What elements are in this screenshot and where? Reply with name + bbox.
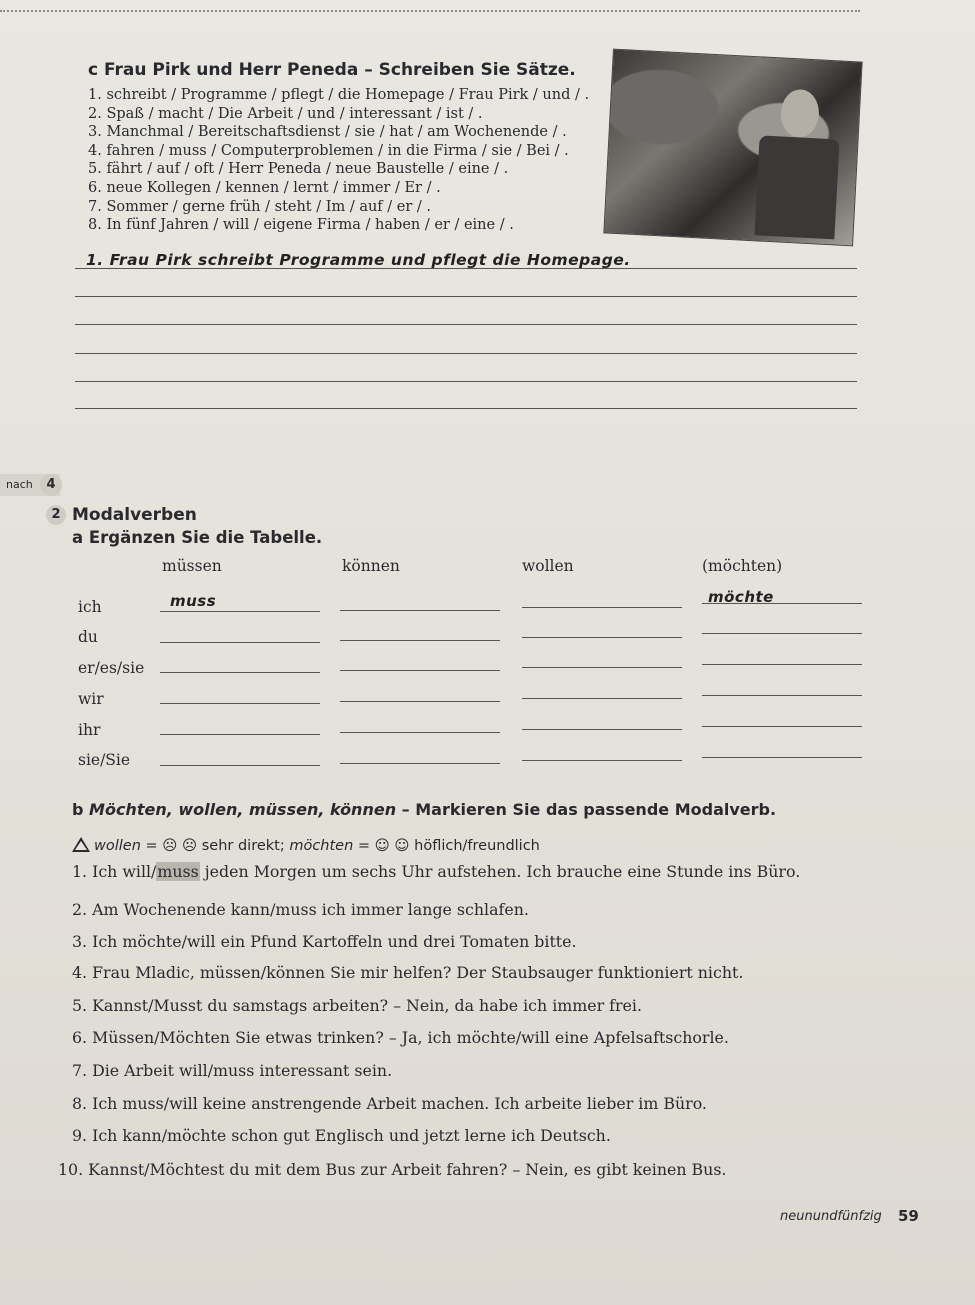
answer-line[interactable] (75, 381, 857, 382)
list-item[interactable]: 2. Am Wochenende kann/muss ich immer lange schlafen. (72, 900, 529, 919)
blank-field[interactable] (702, 757, 862, 758)
pronoun-du: du (78, 628, 98, 646)
blank-field[interactable] (702, 695, 862, 696)
answer-line[interactable] (75, 353, 857, 354)
page-number: 59 (898, 1207, 919, 1225)
list-item: 5. fährt / auf / oft / Herr Peneda / neue Baustelle / eine / . (88, 161, 509, 178)
pronoun-sie-Sie: sie/Sie (78, 751, 131, 769)
list-item: 2. Spaß / macht / Die Arbeit / und / interessant / ist / . (88, 105, 483, 122)
blank-field[interactable] (340, 701, 500, 702)
nach-number: 4 (40, 474, 62, 496)
pronoun-wir: wir (78, 690, 104, 708)
list-item[interactable]: 7. Die Arbeit will/muss interessant sein. (72, 1061, 393, 1080)
list-item[interactable]: 1. Ich will/muss jeden Morgen um sechs Uhr aufstehen. Ich brauche eine Stunde ins Büro. (72, 862, 801, 881)
list-item[interactable]: 5. Kannst/Musst du samstags arbeiten? – Nein, da habe ich immer frei. (72, 996, 642, 1015)
list-item[interactable]: 6. Müssen/Möchten Sie etwas trinken? – Ja, ich möchte/will eine Apfelsaftschorle. (72, 1028, 729, 1047)
answer-line[interactable] (75, 296, 857, 297)
blank-field[interactable] (702, 664, 862, 665)
list-item[interactable]: 4. Frau Mladic, müssen/können Sie mir helfen? Der Staubsauger funktioniert nicht. (72, 963, 744, 982)
answer-line[interactable] (75, 268, 857, 269)
exercise-title: Modalverben (72, 505, 197, 525)
pronoun-ich: ich (78, 598, 102, 616)
blank-field[interactable] (340, 640, 500, 641)
blank-field[interactable] (522, 698, 682, 699)
blank-field[interactable] (702, 726, 862, 727)
pronoun-er-es-sie: er/es/sie (78, 659, 145, 677)
list-item[interactable]: 8. Ich muss/will keine anstrengende Arbeit machen. Ich arbeite lieber im Büro. (72, 1094, 707, 1113)
blank-field[interactable] (160, 703, 320, 704)
workers-photo (603, 49, 862, 247)
blank-field[interactable] (340, 732, 500, 733)
filled-moechte: möchte (708, 588, 774, 606)
blank-field[interactable] (160, 611, 320, 612)
filled-muss: muss (170, 592, 217, 610)
photo-apron (754, 135, 839, 239)
blank-field[interactable] (160, 734, 320, 735)
photo-face (780, 88, 820, 138)
blank-field[interactable] (160, 765, 320, 766)
answer-line[interactable] (75, 408, 857, 409)
section-c-title: c Frau Pirk und Herr Peneda – Schreiben Sie Sätze. (88, 60, 576, 80)
blank-field[interactable] (522, 637, 682, 638)
warning-note: wollen = ☹ ☹ sehr direkt; möchten = ☺ ☺ höflich/freundlich (72, 835, 540, 854)
list-item[interactable]: 10. Kannst/Möchtest du mit dem Bus zur Arbeit fahren? – Nein, es gibt keinen Bus. (58, 1160, 727, 1179)
column-header-koennen: können (342, 557, 400, 575)
highlighted-choice: muss (157, 862, 199, 881)
blank-field[interactable] (160, 672, 320, 673)
blank-field[interactable] (522, 760, 682, 761)
blank-field[interactable] (702, 603, 862, 604)
column-header-muessen: müssen (162, 557, 222, 575)
section-b-title: b Möchten, wollen, müssen, können – Markieren Sie das passende Modalverb. (72, 800, 777, 819)
warning-icon (72, 837, 90, 852)
nach-tag: nach (0, 474, 60, 496)
blank-field[interactable] (340, 670, 500, 671)
handwritten-answer: 1. Frau Pirk schreibt Programme und pflegt die Homepage. (86, 251, 631, 269)
list-item: 4. fahren / muss / Computerproblemen / in die Firma / sie / Bei / . (88, 142, 569, 159)
section-c-list (88, 86, 608, 235)
list-item[interactable]: 3. Ich möchte/will ein Pfund Kartoffeln und drei Tomaten bitte. (72, 932, 577, 951)
column-header-wollen: wollen (522, 557, 574, 575)
list-item[interactable]: 9. Ich kann/möchte schon gut Englisch und jetzt lerne ich Deutsch. (72, 1126, 611, 1145)
pronoun-ihr: ihr (78, 721, 101, 739)
list-item: 6. neue Kollegen / kennen / lernt / immer / Er / . (88, 179, 441, 196)
exercise-number: 2 (46, 505, 66, 525)
dotted-divider (0, 10, 860, 12)
part-a-title: a Ergänzen Sie die Tabelle. (72, 528, 323, 547)
blank-field[interactable] (522, 667, 682, 668)
column-header-moechten: (möchten) (702, 557, 783, 575)
list-item: 8. In fünf Jahren / will / eigene Firma / haben / er / eine / . (88, 217, 514, 234)
blank-field[interactable] (522, 729, 682, 730)
blank-field[interactable] (340, 763, 500, 764)
answer-line[interactable] (75, 324, 857, 325)
list-item: 3. Manchmal / Bereitschaftsdienst / sie / hat / am Wochenende / . (88, 124, 567, 141)
page-number-word: neunundfünfzig (780, 1209, 882, 1224)
blank-field[interactable] (522, 607, 682, 608)
blank-field[interactable] (702, 633, 862, 634)
list-item: 1. schreibt / Programme / pflegt / die Homepage / Frau Pirk / und / . (88, 87, 590, 103)
blank-field[interactable] (340, 610, 500, 611)
list-item: 7. Sommer / gerne früh / steht / Im / auf / er / . (88, 198, 432, 215)
blank-field[interactable] (160, 642, 320, 643)
